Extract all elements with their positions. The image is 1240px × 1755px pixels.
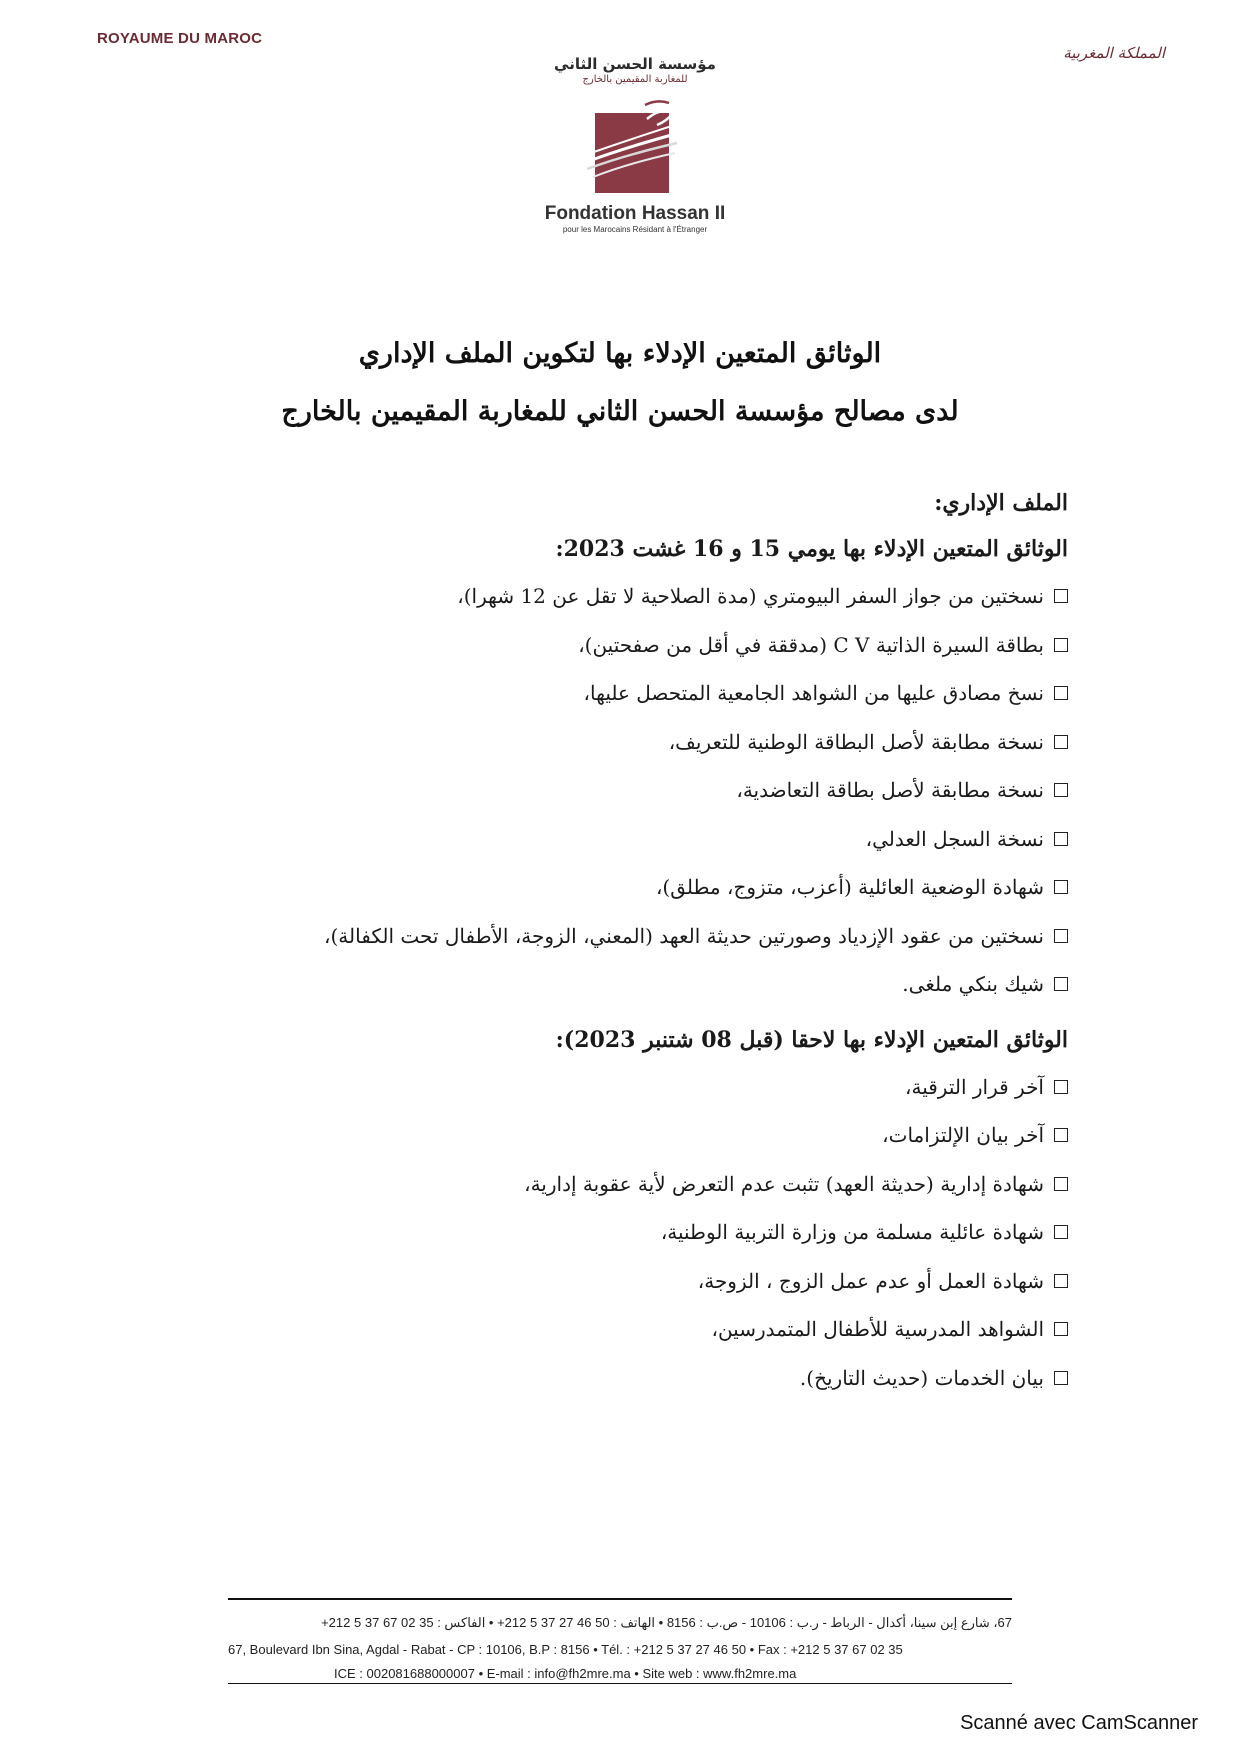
foundation-subtitle-fr: pour les Marocains Résidant à l'Étranger: [562, 225, 708, 234]
checkbox-icon[interactable]: [1054, 686, 1068, 700]
document-item-label: شيك بنكي ملغى.: [902, 972, 1044, 996]
document-title-line2: لدى مصالح مؤسسة الحسن الثاني للمغاربة المقيمين بالخارج: [281, 396, 959, 427]
checkbox-icon[interactable]: [1054, 1177, 1068, 1191]
foundation-subtitle-ar: للمغاربة المقيمين بالخارج: [582, 74, 688, 85]
document-list-item: [108, 718, 1068, 767]
second-section-heading: الوثائق المتعين الإدلاء بها لاحقا (قبل 08 شتنبر 2023):: [555, 1026, 1068, 1053]
document-item-label: نسختين من عقود الإزدياد وصورتين حديثة العهد (المعني، الزوجة، الأطفال تحت الكفالة)،: [324, 923, 1044, 948]
footer-divider-top: [228, 1598, 1012, 1600]
document-list-item: [108, 1257, 1068, 1306]
document-list-item: [108, 1160, 1068, 1209]
document-item-label: شهادة عائلية مسلمة من وزارة التربية الوطنية،: [660, 1220, 1044, 1244]
document-list-item: [108, 863, 1068, 912]
document-list-item: [108, 1111, 1068, 1160]
footer-divider-bottom: [228, 1683, 1012, 1684]
checkbox-icon[interactable]: [1054, 1128, 1068, 1142]
checkbox-icon[interactable]: [1054, 1322, 1068, 1336]
document-list-item: [108, 1305, 1068, 1354]
document-list-item: [108, 1208, 1068, 1257]
checkbox-icon[interactable]: [1054, 638, 1068, 652]
document-item-label: آخر بيان الإلتزامات،: [882, 1123, 1044, 1147]
checkbox-icon[interactable]: [1054, 1274, 1068, 1288]
scanner-watermark: Scanné avec CamScanner: [960, 1712, 1198, 1734]
footer-address-fr: 67, Boulevard Ibn Sina, Agdal - Rabat - CP : 10106, B.P : 8156 • Tél. : +212 5 37 27 46 50 • Fax : +212 5 37 67 02 35: [228, 1642, 903, 1657]
document-title-line1: الوثائق المتعين الإدلاء بها لتكوين الملف الإداري: [358, 338, 882, 369]
document-list-item: [108, 669, 1068, 718]
document-list-item: [108, 1063, 1068, 1112]
foundation-logo: [520, 55, 750, 234]
document-item-label: نسخة السجل العدلي،: [865, 826, 1044, 851]
document-list-item: [108, 621, 1068, 670]
document-item-label: نسختين من جواز السفر البيومتري (مدة الصلاحية لا تقل عن 12 شهرا)،: [457, 584, 1044, 608]
document-list-item: [108, 1354, 1068, 1403]
first-documents-list: [108, 572, 1068, 1009]
checkbox-icon[interactable]: [1054, 589, 1068, 603]
kingdom-label-fr: ROYAUME DU MAROC: [97, 30, 263, 47]
document-body: [108, 480, 1068, 1402]
document-item-label: شهادة الوضعية العائلية (أعزب، متزوج، مطلق)،: [655, 875, 1044, 899]
administrative-file-label: الملف الإداري:: [934, 490, 1068, 516]
first-section-heading: الوثائق المتعين الإدلاء بها يومي 15 و 16 غشت 2023:: [555, 536, 1068, 562]
checkbox-icon[interactable]: [1054, 783, 1068, 797]
document-item-label: نسخة مطابقة لأصل بطاقة التعاضدية،: [736, 778, 1044, 802]
document-list-item: [108, 815, 1068, 864]
document-list-item: [108, 960, 1068, 1009]
document-item-label: بيان الخدمات (حديث التاريخ).: [799, 1365, 1044, 1390]
document-item-label: شهادة إدارية (حديثة العهد) تثبت عدم التعرض لأية عقوبة إدارية،: [524, 1171, 1044, 1196]
checkbox-icon[interactable]: [1054, 735, 1068, 749]
document-list-item: [108, 572, 1068, 621]
document-item-label: نسخة مطابقة لأصل البطاقة الوطنية للتعريف،: [668, 729, 1044, 754]
document-item-label: بطاقة السيرة الذاتية C V (مدققة في أقل من صفحتين)،: [578, 632, 1044, 657]
checkbox-icon[interactable]: [1054, 929, 1068, 943]
checkbox-icon[interactable]: [1054, 1080, 1068, 1094]
checkbox-icon[interactable]: [1054, 977, 1068, 991]
checkbox-icon[interactable]: [1054, 1371, 1068, 1385]
checkbox-icon[interactable]: [1054, 1225, 1068, 1239]
foundation-emblem-icon: [587, 99, 683, 195]
document-item-label: شهادة العمل أو عدم عمل الزوج ، الزوجة،: [697, 1268, 1044, 1293]
footer-contact-line: ICE : 002081688000007 • E-mail : info@fh2mre.ma • Site web : www.fh2mre.ma: [334, 1666, 797, 1681]
kingdom-label-ar: المملكة المغربية: [1063, 44, 1165, 62]
document-item-label: الشواهد المدرسية للأطفال المتمدرسين،: [711, 1317, 1044, 1341]
second-documents-list: [108, 1063, 1068, 1403]
footer-address-ar: 67، شارع إبن سينا، أكدال - الرباط - ر.ب : 10106 - ص.ب : 8156 • الهاتف : 50 46 27 37 5 212+ • الفاكس : 35 02 67 37 5 212+: [321, 1615, 1012, 1630]
document-item-label: آخر قرار الترقية،: [905, 1074, 1044, 1099]
document-item-label: نسخ مصادق عليها من الشواهد الجامعية المتحصل عليها،: [583, 681, 1044, 705]
foundation-name-fr: Fondation Hassan II: [544, 203, 726, 224]
document-list-item: [108, 766, 1068, 815]
checkbox-icon[interactable]: [1054, 832, 1068, 846]
document-list-item: [108, 912, 1068, 961]
foundation-name-ar: مؤسسة الحسن الثاني: [554, 55, 716, 73]
checkbox-icon[interactable]: [1054, 880, 1068, 894]
